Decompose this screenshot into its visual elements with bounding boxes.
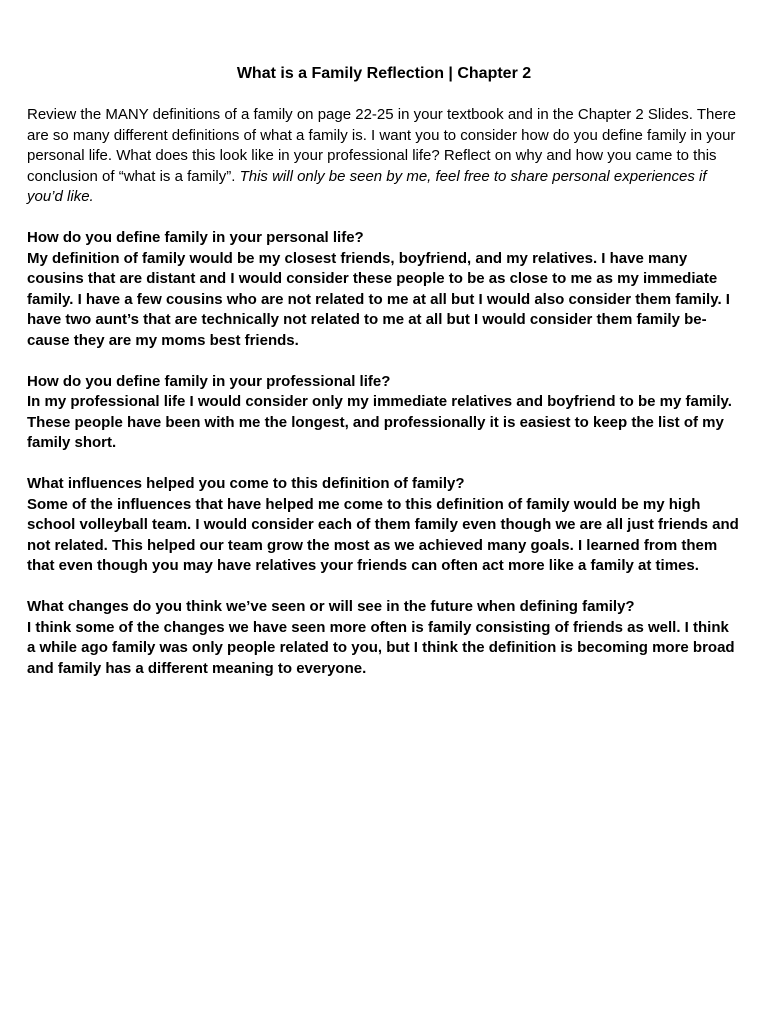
answer-professional: In my professional life I would consider only my immediate relatives and boyfriend to be my family. These people have been with me the longest, and professionally it is easiest to keep the list of my family short.	[27, 393, 732, 451]
document-title: What is a Family Reflection | Chapter 2	[236, 65, 532, 82]
qa-section-changes	[27, 597, 741, 679]
intro-paragraph	[27, 105, 741, 208]
qa-section-professional	[27, 372, 741, 454]
question-changes: What changes do you think we’ve seen or will see in the future when defining family?	[27, 598, 635, 615]
answer-changes: I think some of the changes we have seen more often is family consisting of friends as well. I think a while ago family was only people related to you, but I think the definition is becoming more broad and family has a different meaning to everyone.	[27, 618, 735, 677]
qa-section-personal	[27, 228, 741, 351]
intro-italic-note: This will only be seen by me, feel free to share personal experiences if you’d like.	[27, 167, 707, 205]
answer-influences: Some of the influences that have helped me come to this definition of family would be my high school volleyball team. I would consider each of them family even though we are all just friends and not related. This helped our team grow the most as we achieved many goals. I learned from them that even though you may have relatives your friends can often act more like a family at times.	[27, 495, 739, 574]
document-page	[27, 63, 741, 700]
intro-text: Review the MANY definitions of a family on page 22-25 in your textbook and in the Chapter 2 Slides. There are so many different definitions of what a family is. I want you to consider how do you define family in your personal life. What does this look like in your professional life? Reflect on why and how you came to this conclusion of “what is a family”.	[27, 106, 737, 185]
question-professional: How do you define family in your professional life?	[27, 372, 391, 390]
question-influences: What influences helped you come to this definition of family?	[27, 475, 465, 492]
answer-personal: My definition of family would be my closest friends, boyfriend, and my relatives. I have many cousins that are distant and I would consider these people to be as close to me as my immediate family. I have a few cousins who are not related to me at all but I would also consider them family. I have two aunt’s that are technically not related to me at all but I would consider them family be-cause they are my moms best friends.	[27, 249, 730, 349]
question-personal: How do you define family in your personal life?	[27, 229, 364, 246]
qa-section-influences	[27, 474, 741, 577]
